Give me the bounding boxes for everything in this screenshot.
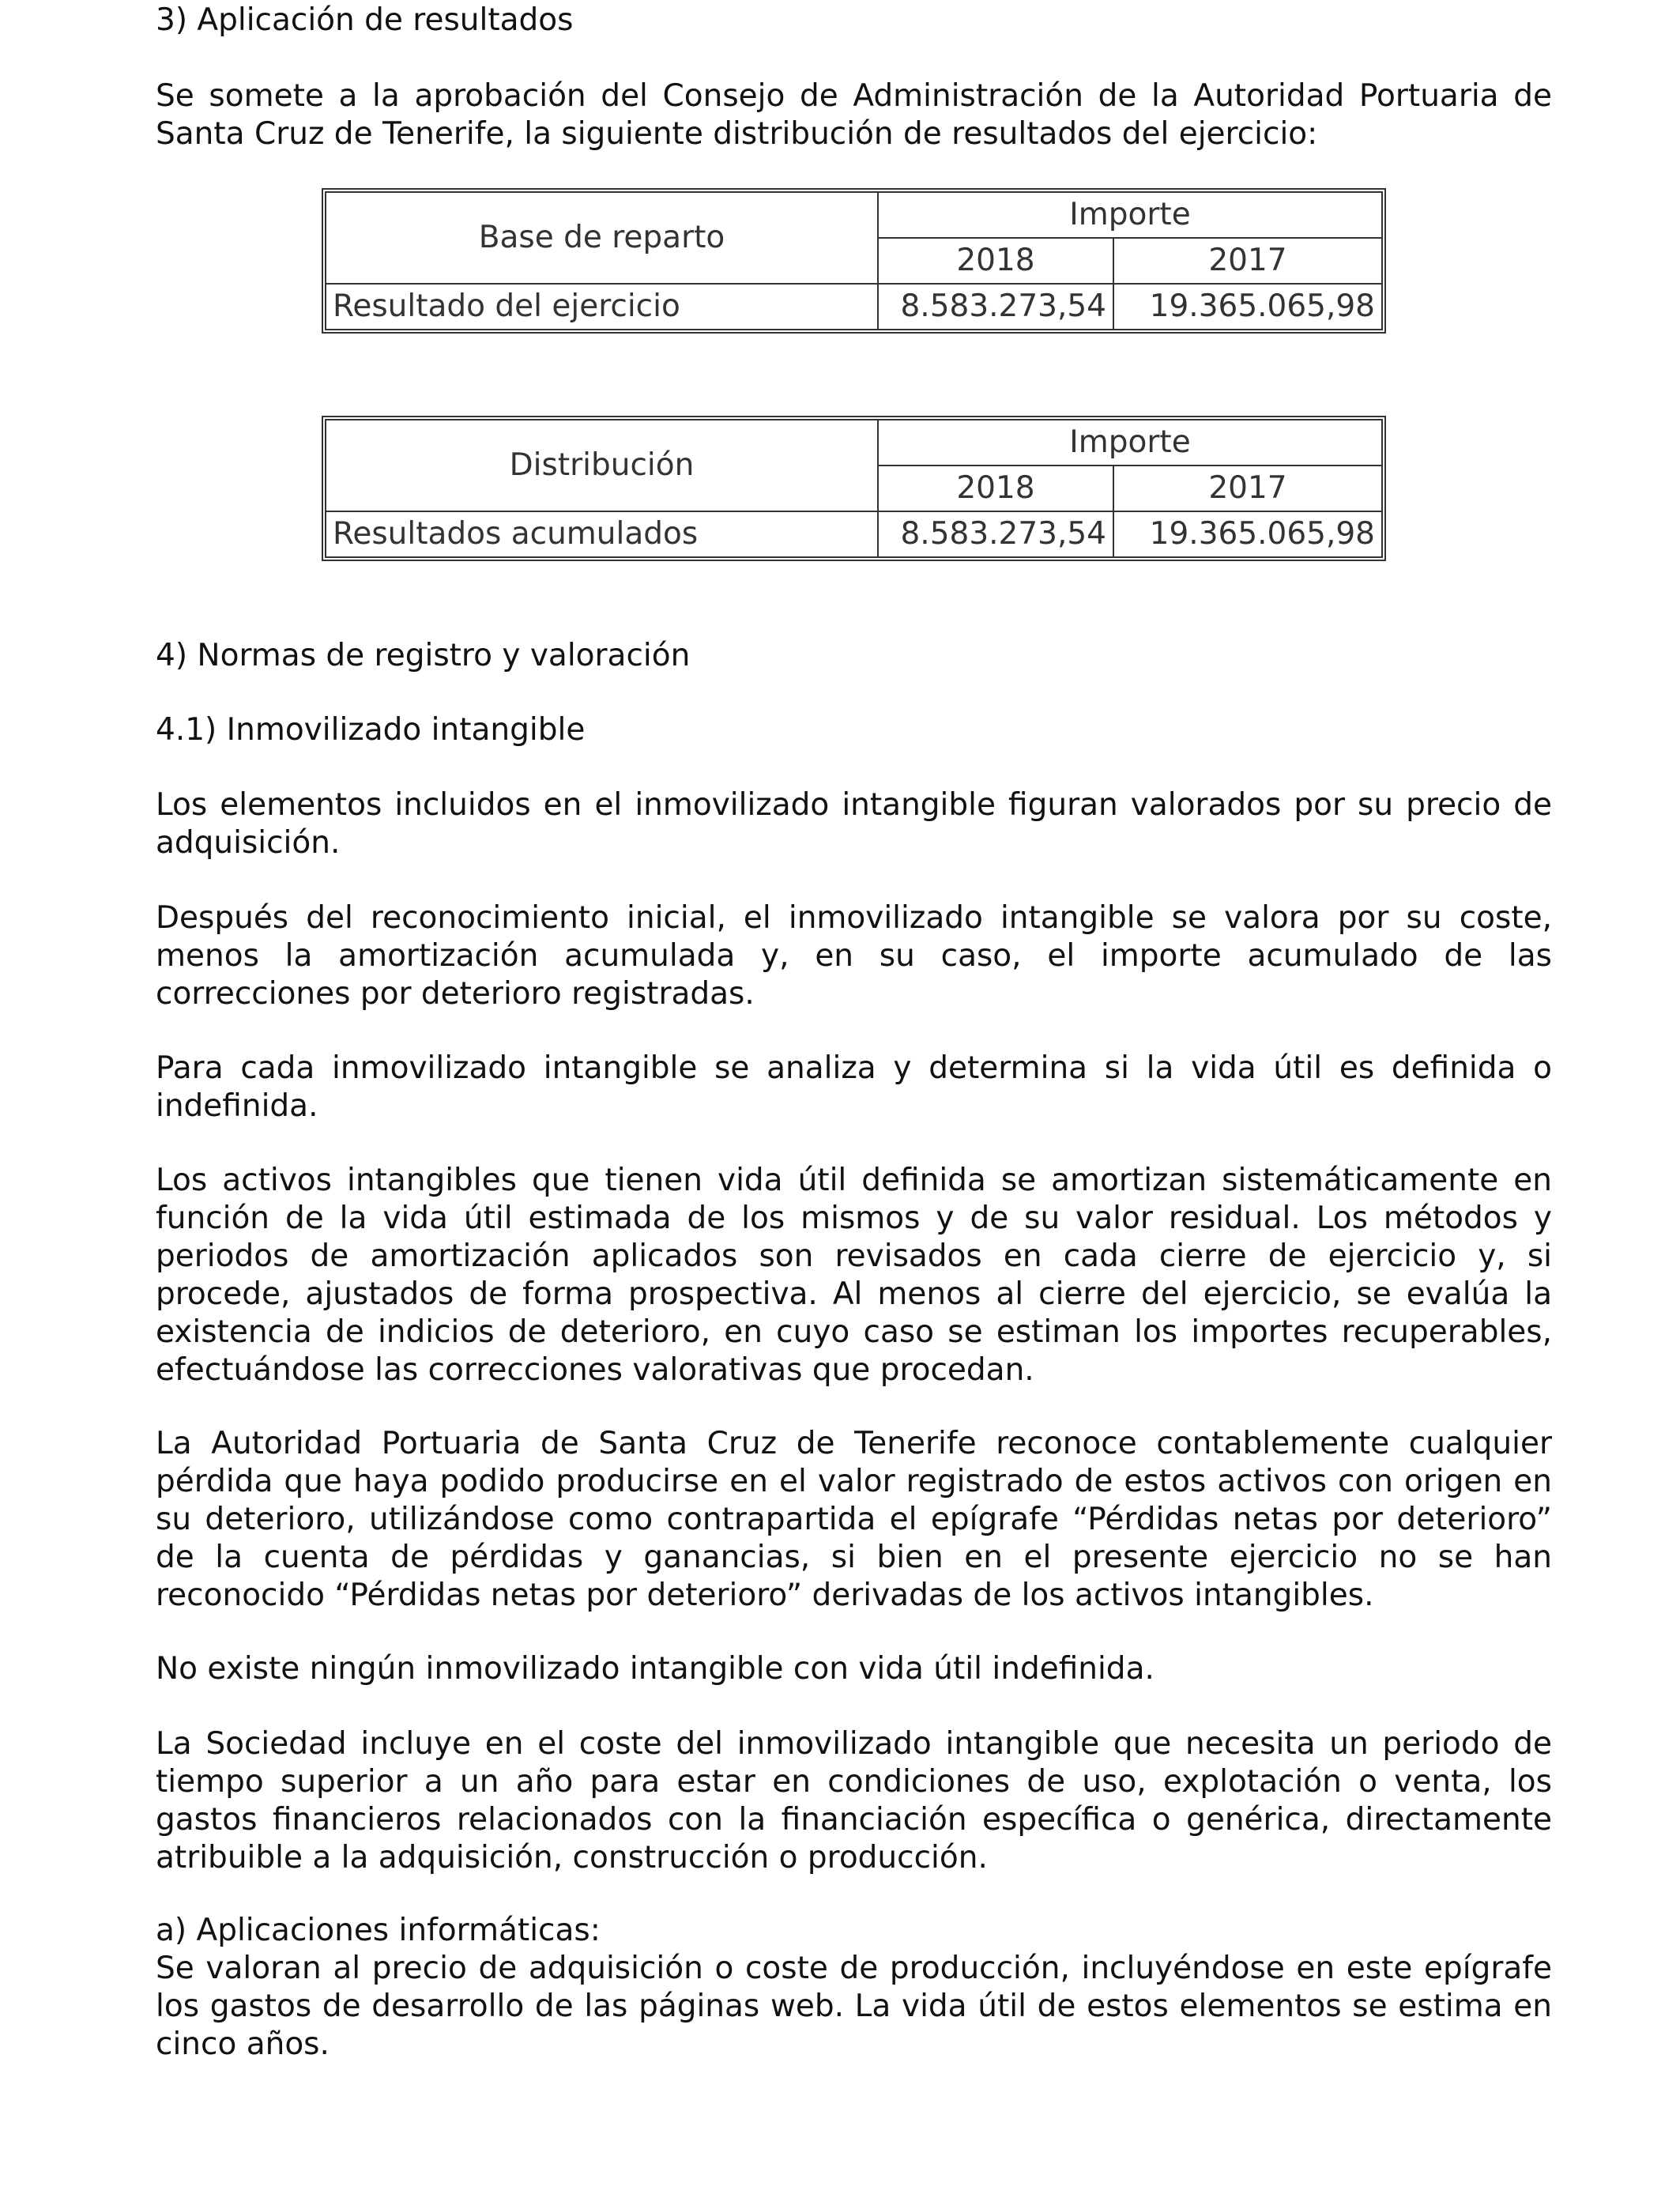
- paragraph-line: La Autoridad Portuaria de Santa Cruz de Tenerife reconoce contablemente cualquier: [156, 1426, 1552, 1461]
- paragraph-line: indefinida.: [156, 1088, 318, 1124]
- paragraph: [156, 1725, 1552, 1877]
- paragraph-line: los gastos de desarrollo de las páginas web. La vida útil de estos elementos se estima en: [156, 1989, 1552, 2024]
- paragraph: [156, 1650, 1552, 1688]
- paragraph-line: Los elementos incluidos en el inmovilizado intangible figuran valorados por su precio de: [156, 787, 1552, 823]
- paragraph-line: adquisición.: [156, 825, 341, 861]
- paragraph-line: periodos de amortización aplicados son revisados en cada cierre de ejercicio y, si: [156, 1238, 1552, 1274]
- paragraph: [156, 786, 1552, 862]
- importe-header: Importe: [879, 420, 1381, 466]
- paragraph-line: Para cada inmovilizado intangible se analiza y determina si la vida útil es definida o: [156, 1050, 1552, 1086]
- paragraph: [156, 899, 1552, 1013]
- paragraph-line: tiempo superior a un año para estar en condiciones de uso, explotación o venta, los: [156, 1764, 1552, 1800]
- value-2018: 8.583.273,54: [879, 285, 1114, 329]
- paragraph-line: efectuándose las correcciones valorativas que procedan.: [156, 1352, 1034, 1388]
- paragraph-line: No existe ningún inmovilizado intangible con vida útil indefinida.: [156, 1651, 1155, 1687]
- paragraph-line: Se valoran al precio de adquisición o coste de producción, incluyéndose en este epígrafe: [156, 1951, 1552, 1986]
- paragraph-line: menos la amortización acumulada y, en su caso, el importe acumulado de las: [156, 938, 1552, 974]
- paragraph-line: existencia de indicios de deterioro, en cuyo caso se estiman los importes recuperables,: [156, 1314, 1552, 1350]
- paragraph-line: gastos financieros relacionados con la financiación específica o genérica, directamente: [156, 1802, 1552, 1838]
- paragraph-line: reconocido “Pérdidas netas por deterioro” derivadas de los activos intangibles.: [156, 1578, 1374, 1613]
- paragraph-line: función de la vida útil estimada de los mismos y de su valor residual. Los métodos y: [156, 1201, 1552, 1236]
- paragraph-line: procede, ajustados de forma prospectiva. Al menos al cierre del ejercicio, se evalúa la: [156, 1276, 1552, 1312]
- value-2017: 19.365.065,98: [1149, 516, 1375, 552]
- year-2018-header: 2018: [879, 466, 1114, 512]
- paragraph-line: La Sociedad incluye en el coste del inmovilizado intangible que necesita un periodo de: [156, 1726, 1552, 1762]
- paragraph-line: Los activos intangibles que tienen vida útil definida se amortizan sistemáticamente en: [156, 1163, 1552, 1198]
- distribucion-table: [322, 416, 1386, 561]
- distribucion-header: Distribución: [326, 420, 879, 512]
- subsection-a-heading: a) Aplicaciones informáticas:: [156, 1913, 601, 1948]
- paragraph-line: atribuible a la adquisición, construcción o producción.: [156, 1840, 988, 1875]
- section-3-intro: [156, 77, 1552, 153]
- value-2017: 19.365.065,98: [1149, 288, 1375, 324]
- year-2017-header: 2017: [1114, 239, 1381, 285]
- paragraph-line: pérdida que haya podido producirse en el valor registrado de estos activos con origen en: [156, 1464, 1552, 1499]
- subsection-a-text: [156, 1950, 1552, 2064]
- value-2018: 8.583.273,54: [879, 512, 1114, 556]
- year-2018-header: 2018: [879, 239, 1114, 285]
- section-4-heading: 4) Normas de registro y valoración: [156, 638, 691, 673]
- importe-header: Importe: [879, 193, 1381, 239]
- base-de-reparto-table: [322, 188, 1386, 334]
- paragraph: [156, 1050, 1552, 1125]
- paragraph-line: correcciones por deterioro registradas.: [156, 976, 755, 1012]
- paragraph: [156, 1425, 1552, 1615]
- section-4-1-heading: 4.1) Inmovilizado intangible: [156, 712, 586, 748]
- row-label: Resultado del ejercicio: [326, 285, 879, 329]
- intro-line: Se somete a la aprobación del Consejo de Administración de la Autoridad Portuaria de: [156, 78, 1552, 114]
- section-3-heading: 3) Aplicación de resultados: [156, 2, 574, 38]
- intro-line: Santa Cruz de Tenerife, la siguiente distribución de resultados del ejercicio:: [156, 116, 1318, 152]
- paragraph-line: de la cuenta de pérdidas y ganancias, si bien en el presente ejercicio no se han: [156, 1540, 1552, 1575]
- paragraph: [156, 1162, 1552, 1389]
- base-header: Base de reparto: [326, 193, 879, 285]
- paragraph-line: cinco años.: [156, 2026, 330, 2062]
- paragraph-line: su deterioro, utilizándose como contrapartida el epígrafe “Pérdidas netas por deterioro”: [156, 1502, 1552, 1537]
- year-2017-header: 2017: [1114, 466, 1381, 512]
- paragraph-line: Después del reconocimiento inicial, el inmovilizado intangible se valora por su coste,: [156, 900, 1552, 936]
- row-label: Resultados acumulados: [326, 512, 879, 556]
